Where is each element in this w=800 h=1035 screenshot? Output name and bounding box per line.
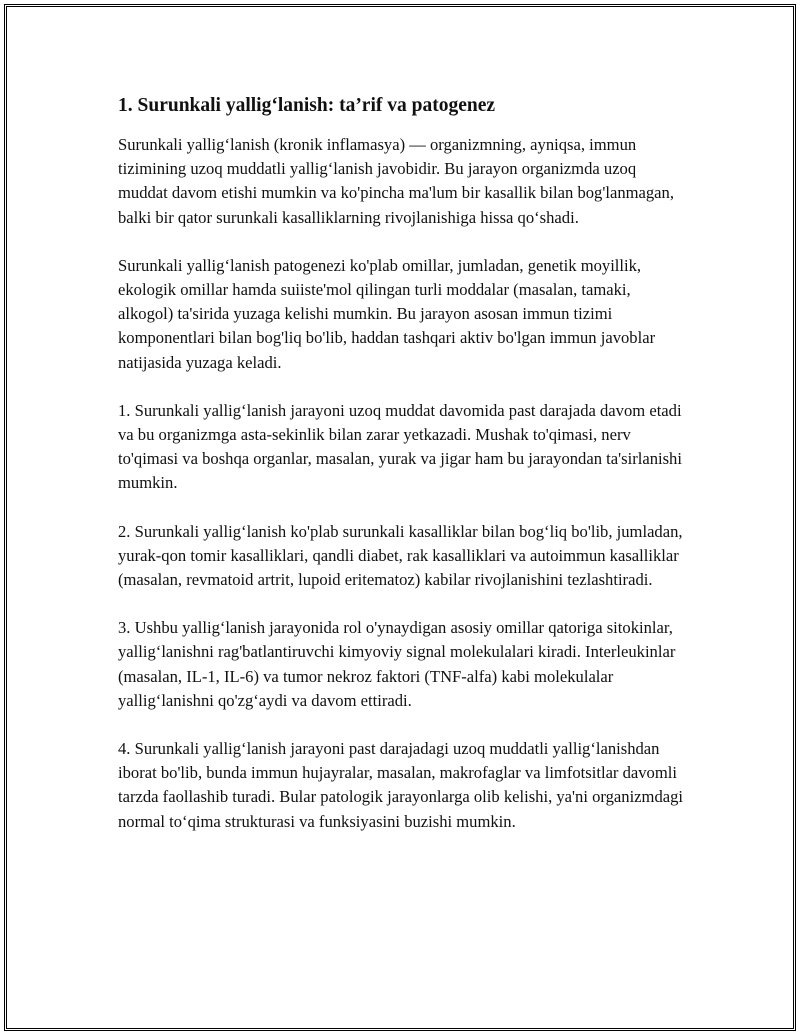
paragraph-definition: Surunkali yallig‘lanish (kronik inflamasya) — organizmning, ayniqsa, immun tizimining uzoq muddatli yallig‘lanish javobidir. Bu jarayon organizmda uzoq muddat davom etishi mumkin va ko'pincha ma'lum bir kasallik bilan bog'lanmagan, balki bir qator surunkali kasalliklarning rivojlanishiga hissa qo‘shadi. xyxy=(118,135,674,227)
document-body xyxy=(118,93,688,858)
paragraph-point-3: 3. Ushbu yallig‘lanish jarayonida rol o'ynaydigan asosiy omillar qatoriga sitokinlar, yallig‘lanishni rag'batlantiruvchi kimyoviy signal molekulalari kiradi. Interleukinlar (masalan, IL-1, IL-6) va tumor nekroz faktori (TNF-alfa) kabi molekulalar yallig‘lanishni qo'zg‘aydi va davom ettiradi. xyxy=(118,618,676,710)
section-title: 1. Surunkali yallig‘lanish: ta’rif va patogenez xyxy=(118,95,496,116)
paragraph-pathogenesis: Surunkali yallig‘lanish patogenezi ko'plab omillar, jumladan, genetik moyillik, ekologik omillar hamda suiiste'mol qilingan turli moddalar (masalan, tamaki, alkogol) ta'sirida yuzaga kelishi mumkin. Bu jarayon asosan immun tizimi komponentlari bilan bog'liq bo'lib, haddan tashqari aktiv bo'lgan immun javoblar natijasida yuzaga keladi. xyxy=(118,255,656,372)
paragraph-point-4: 4. Surunkali yallig‘lanish jarayoni past darajadagi uzoq muddatli yallig‘lanishdan iborat bo'lib, bunda immun hujayralar, masalan, makrofaglar va limfotsitlar davomli tarzda faollashib turadi. Bular patologik jarayonlarga olib kelishi, ya'ni organizmdagi normal to‘qima strukturasi va funksiyasini buzishi mumkin. xyxy=(118,739,684,831)
paragraph-point-2: 2. Surunkali yallig‘lanish ko'plab surunkali kasalliklar bilan bog‘liq bo'lib, jumladan, yurak-qon tomir kasalliklari, qandli diabet, rak kasalliklari va autoimmun kasalliklar (masalan, revmatoid artrit, lupoid eritematoz) kabilar rivojlanishini tezlashtiradi. xyxy=(118,521,683,590)
paragraph-point-1: 1. Surunkali yallig‘lanish jarayoni uzoq muddat davomida past darajada davom etadi va bu organizmga asta-sekinlik bilan zarar yetkazadi. Mushak to'qimasi, nerv to'qimasi va boshqa organlar, masalan, yurak va jigar ham bu jarayondan ta'sirlanishi mumkin. xyxy=(118,400,682,493)
